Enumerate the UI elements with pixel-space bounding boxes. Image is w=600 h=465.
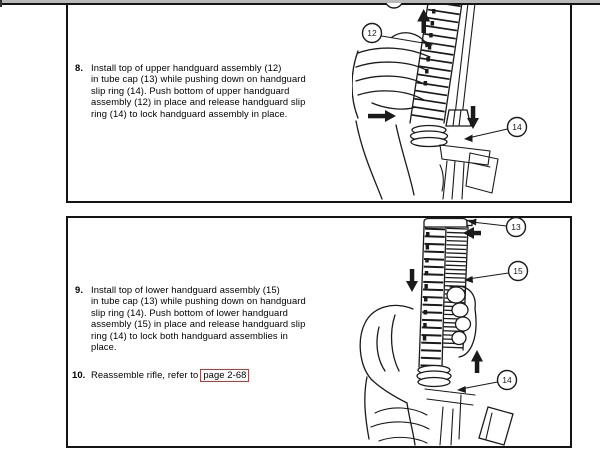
step-number: 9.	[75, 284, 84, 295]
right-arrow-icon	[368, 110, 396, 122]
callout-12-label: 12	[367, 28, 377, 38]
slip-ring-art	[411, 126, 448, 147]
step-text-line: ring (14) to lock both handguard assemblies in	[91, 329, 288, 341]
step-text-line: slip ring (14). Push bottom of upper handguard	[91, 84, 290, 96]
callout-15-leader	[468, 273, 509, 279]
receiver-art	[440, 145, 498, 199]
lower-handguard-art	[355, 217, 571, 446]
callout-14-arrowhead	[457, 386, 466, 393]
step-text-line: place.	[91, 341, 117, 353]
hand-palm-art	[360, 305, 415, 445]
up-arrow-icon	[471, 350, 483, 373]
step-9	[75, 284, 375, 352]
step-text-line: slip ring (14). Push bottom of lower handguard	[91, 306, 288, 318]
callout-13-leader	[472, 222, 507, 226]
callout-14-leader	[468, 129, 508, 138]
figure-upper-handguard	[352, 3, 570, 202]
step-number: 8.	[75, 62, 84, 73]
step-10	[72, 369, 392, 382]
step-text-line: ring (14) to lock handguard assembly in place.	[91, 107, 288, 119]
barrel-lines	[455, 3, 468, 115]
step-text-line: in tube cap (13) while pushing down on handguard	[91, 73, 306, 85]
upper-handguard-ribs	[431, 228, 436, 367]
corner-mark	[0, 0, 2, 7]
step-text-line: Install top of lower handguard assembly (15)	[91, 284, 280, 295]
partial-callout-icon	[385, 3, 403, 8]
callout-14-arrowhead	[464, 135, 473, 143]
callout-14-leader	[461, 382, 498, 389]
step-text-line: in tube cap (13) while pushing down on handguard	[91, 295, 306, 307]
step-text: Reassemble rifle, refer to	[91, 369, 199, 380]
step-number: 10.	[72, 369, 86, 380]
page-2-68-link[interactable]: page 2-68	[200, 369, 249, 382]
step-text-line: assembly (12) in place and release handguard slip	[91, 96, 306, 108]
figure-lower-handguard	[355, 217, 571, 446]
step-8	[75, 62, 375, 119]
tube-cap-art	[424, 219, 467, 228]
callout-14-label: 14	[502, 375, 512, 385]
hand-fingers-art	[447, 286, 476, 357]
receiver-art	[371, 389, 513, 445]
down-arrow-icon	[406, 269, 418, 292]
step-text-line: Install top of upper handguard assembly (12)	[91, 62, 282, 73]
up-arrow-icon	[417, 9, 430, 33]
callout-14-label: 14	[512, 122, 522, 132]
slip-ring-art	[417, 366, 451, 387]
callout-15-label: 15	[513, 266, 523, 276]
callout-13-label: 13	[511, 222, 521, 232]
step-text-line: assembly (15) in place and release handguard slip	[91, 318, 306, 330]
upper-handguard-art	[352, 3, 570, 202]
